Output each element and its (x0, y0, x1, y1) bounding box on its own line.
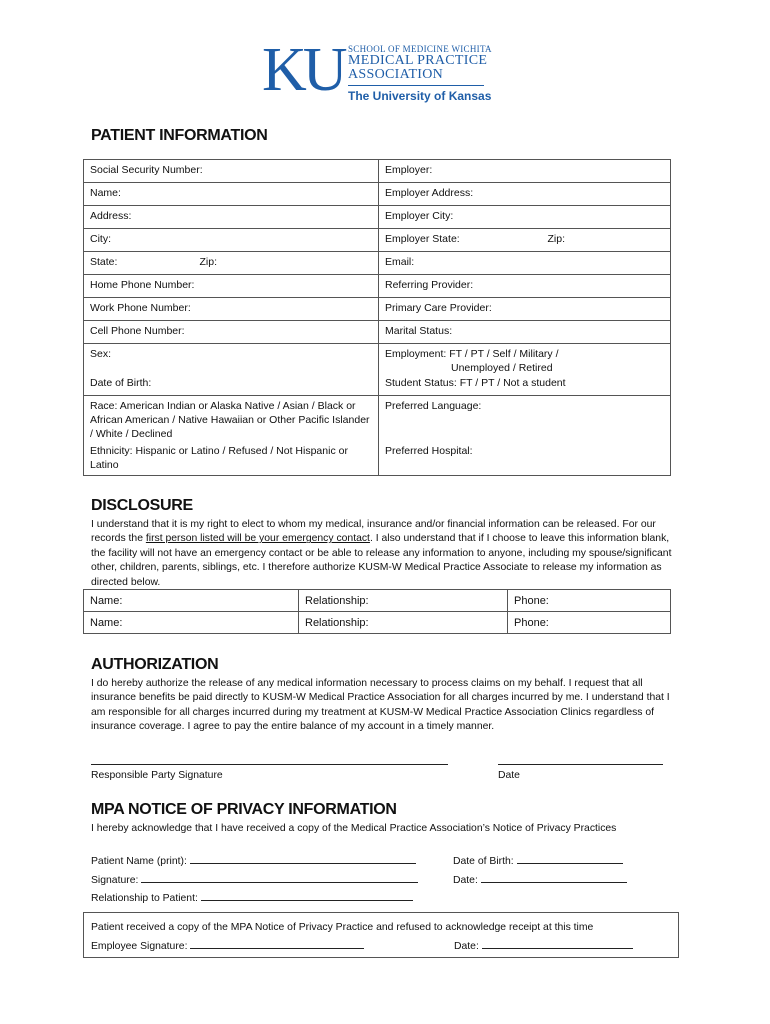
ku-logo (262, 36, 502, 104)
logo-line-university: The University of Kansas (348, 89, 492, 103)
privacy-dob-row: Date of Birth: (453, 852, 623, 867)
name-field[interactable]: Name: (84, 183, 379, 206)
contact-1-name[interactable]: Name: (84, 590, 299, 612)
ethnicity-field[interactable]: Ethnicity: Hispanic or Latino / Refused / Not Hispanic or Latino (84, 444, 379, 476)
patient-info-table (83, 159, 671, 476)
primary-care-field[interactable]: Primary Care Provider: (379, 298, 671, 321)
refused-ack-box (83, 912, 679, 958)
disclosure-text: I understand that it is my right to elect to whom my medical, insurance and/or financial information can be released. For our records the first person listed will be your emergency contact. I also understand that if I choose to leave this information blank, the facility will not have an emergency contact or be able to release any information to anyone, including my spouse/significant other, children, parents, siblings, etc. I therefore authorize KUSM-W Medical Practice Associate to release my information as directed below. (91, 519, 672, 588)
patient-name-row: Patient Name (print): (91, 852, 416, 867)
work-phone-field[interactable]: Work Phone Number: (84, 298, 379, 321)
privacy-date-line[interactable] (481, 871, 627, 883)
logo-rule (348, 85, 484, 86)
employer-zip-label: Zip: (547, 233, 566, 245)
relationship-line[interactable] (201, 889, 413, 901)
email-field[interactable]: Email: (379, 252, 671, 275)
sex-field[interactable]: Sex: (84, 344, 379, 376)
dob-field[interactable]: Date of Birth: (84, 375, 379, 395)
contact-2-relationship[interactable]: Relationship: (299, 612, 508, 634)
authorization-text: I do hereby authorize the release of any medical information necessary to process claims on my behalf. I request that all insurance benefits be paid directly to KUSM-W Medical Practice Association for all charges incurred by me. I understand that I am responsible for all charges incurred during my treatment at KUSM-W Medical Practice Association Clinics regardless of insurance coverage. I agree to pay the entire balance of my account in a timely manner. (91, 678, 670, 733)
contact-1-relationship[interactable]: Relationship: (299, 590, 508, 612)
zip-label: Zip: (199, 256, 218, 268)
referring-provider-field[interactable]: Referring Provider: (379, 275, 671, 298)
employer-city-field[interactable]: Employer City: (379, 206, 671, 229)
logo-line-mpa1: MEDICAL PRACTICE (348, 53, 488, 68)
home-phone-field[interactable]: Home Phone Number: (84, 275, 379, 298)
authorization-date-line[interactable] (498, 764, 663, 765)
privacy-signature-line[interactable] (141, 871, 418, 883)
privacy-date-row: Date: (453, 871, 627, 886)
privacy-signature-row: Signature: (91, 871, 418, 886)
patient-name-line[interactable] (190, 852, 416, 864)
contact-2-phone[interactable]: Phone: (508, 612, 671, 634)
employer-state-field[interactable]: Employer State: Zip: (379, 229, 671, 252)
refused-ack-text: Patient received a copy of the MPA Notice of Privacy Practice and refused to acknowledge receipt at this time (91, 922, 594, 933)
employee-signature-line[interactable] (190, 937, 364, 949)
employee-signature-row: Employee Signature: (91, 937, 364, 952)
privacy-dob-line[interactable] (517, 852, 623, 864)
logo-line-mpa2: ASSOCIATION (348, 67, 444, 82)
employee-date-line[interactable] (482, 937, 633, 949)
relationship-row: Relationship to Patient: (91, 889, 413, 904)
preferred-language-field[interactable]: Preferred Language: (379, 395, 671, 444)
preferred-hospital-field[interactable]: Preferred Hospital: (379, 444, 671, 476)
state-field[interactable]: State: Zip: (84, 252, 379, 275)
responsible-signature-label: Responsible Party Signature (91, 770, 223, 781)
authorization-title: AUTHORIZATION (91, 656, 219, 673)
authorization-date-label: Date (498, 770, 520, 781)
responsible-signature-line[interactable] (91, 764, 448, 765)
cell-phone-field[interactable]: Cell Phone Number: (84, 321, 379, 344)
contact-2-name[interactable]: Name: (84, 612, 299, 634)
marital-status-field[interactable]: Marital Status: (379, 321, 671, 344)
ssn-field[interactable]: Social Security Number: (84, 160, 379, 183)
disclosure-title: DISCLOSURE (91, 497, 193, 514)
emergency-contacts-table (83, 589, 671, 634)
city-field[interactable]: City: (84, 229, 379, 252)
employer-address-field[interactable]: Employer Address: (379, 183, 671, 206)
ku-mark: KU (262, 36, 344, 104)
privacy-title: MPA NOTICE OF PRIVACY INFORMATION (91, 801, 397, 818)
employment-field[interactable]: Employment: FT / PT / Self / Military / Unemployed / Retired (379, 344, 671, 376)
employee-date-row: Date: (454, 937, 633, 952)
patient-info-title: PATIENT INFORMATION (91, 127, 268, 144)
logo-line-school: SCHOOL OF MEDICINE WICHITA (348, 44, 492, 54)
address-field[interactable]: Address: (84, 206, 379, 229)
race-field[interactable]: Race: American Indian or Alaska Native / Asian / Black or African American / Native Hawaiian or Other Pacific Islander / White / Declined (84, 395, 379, 444)
privacy-ack-text: I hereby acknowledge that I have received a copy of the Medical Practice Association’s Notice of Privacy Practices (91, 823, 617, 834)
student-status-field[interactable]: Student Status: FT / PT / Not a student (379, 375, 671, 395)
employer-field[interactable]: Employer: (379, 160, 671, 183)
contact-1-phone[interactable]: Phone: (508, 590, 671, 612)
